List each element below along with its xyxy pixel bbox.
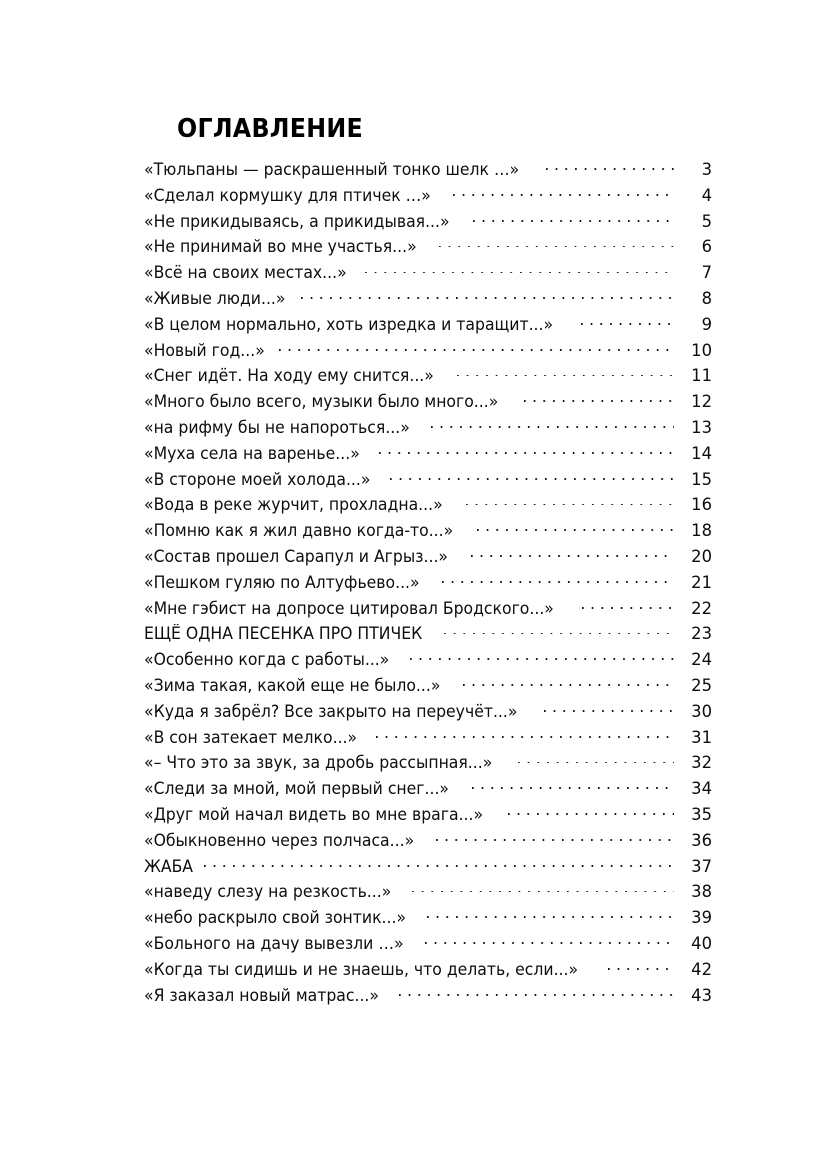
toc-page-number: 20: [691, 546, 712, 566]
toc-entry[interactable]: [144, 157, 712, 183]
toc-page-number: 35: [691, 804, 712, 824]
toc-dot-leader: [279, 339, 674, 355]
toc-entry[interactable]: [144, 363, 712, 389]
toc-page-number: 40: [691, 933, 712, 953]
toc-dot-leader: [436, 829, 674, 845]
toc-entry-title: «В стороне моей холода...»: [144, 469, 371, 489]
toc-entry[interactable]: [144, 286, 712, 312]
toc-entry[interactable]: [144, 183, 712, 209]
toc-entry-title: «Я заказал новый матрас...»: [144, 985, 379, 1005]
toc-dot-leader: [457, 365, 675, 381]
toc-page-number: 21: [691, 572, 712, 592]
toc-dot-leader: [399, 984, 674, 1000]
toc-page-number: 31: [691, 727, 712, 747]
toc-entry-title: ЕЩЁ ОДНА ПЕСЕНКА ПРО ПТИЧЕК: [144, 624, 423, 644]
toc-dot-leader: [431, 417, 674, 433]
toc-page-number: 25: [691, 675, 712, 695]
toc-page-number: 32: [691, 753, 712, 773]
toc-dot-leader: [444, 623, 674, 639]
toc-dot-leader: [608, 958, 674, 974]
toc-dot-leader: [379, 442, 674, 458]
toc-page-number: 11: [691, 366, 712, 386]
toc-entry-title: «Сделал кормушку для птичек …»: [144, 185, 431, 205]
toc-entry-title: «Новый год...»: [144, 340, 265, 360]
toc-page-number: 9: [701, 314, 712, 334]
toc-dot-leader: [376, 726, 674, 742]
toc-entry-title: «Живые люди...»: [144, 288, 286, 308]
toc-page-number: 16: [691, 495, 712, 515]
toc-page-number: 15: [691, 469, 712, 489]
toc-dot-leader: [425, 933, 674, 949]
toc-page-number: 14: [691, 443, 712, 463]
toc-entry[interactable]: [144, 983, 712, 1009]
toc-entry[interactable]: [144, 570, 712, 596]
toc-entry[interactable]: [144, 776, 712, 802]
toc-entry[interactable]: [144, 596, 712, 622]
toc-entry-title: «Не принимай во мне участья...»: [144, 237, 417, 257]
toc-dot-leader: [546, 159, 674, 175]
toc-page-number: 37: [691, 856, 712, 876]
toc-dot-leader: [508, 804, 674, 820]
toc-page-number: 38: [691, 882, 712, 902]
toc-entry-title: «Мне гэбист на допросе цитировал Бродского...»: [144, 598, 554, 618]
toc-page-number: 5: [701, 211, 712, 231]
toc-entry[interactable]: [144, 725, 712, 751]
toc-entry[interactable]: [144, 905, 712, 931]
toc-page-number: 4: [701, 185, 712, 205]
toc-entry-title: «Когда ты сидишь и не знаешь, что делать, если...»: [144, 959, 579, 979]
toc-dot-leader: [524, 391, 674, 407]
toc-entry-title: «на рифму бы не напороться...»: [144, 417, 410, 437]
toc-entry[interactable]: [144, 854, 712, 880]
toc-entry[interactable]: [144, 441, 712, 467]
toc-entry-title: «Помню как я жил давно когда-то...»: [144, 521, 454, 541]
toc-page-number: 23: [691, 624, 712, 644]
toc-entry[interactable]: [144, 647, 712, 673]
toc-dot-leader: [412, 881, 674, 897]
toc-dot-leader: [410, 649, 674, 665]
toc-entry-title: «Тюльпаны — раскрашенный тонко шелк …»: [144, 160, 520, 179]
toc-page-number: 18: [691, 521, 712, 541]
toc-entry[interactable]: [144, 260, 712, 286]
toc-entry[interactable]: [144, 750, 712, 776]
toc-entry[interactable]: [144, 234, 712, 260]
toc-dot-leader: [466, 494, 674, 510]
toc-entry[interactable]: [144, 467, 712, 493]
toc-dot-leader: [581, 313, 674, 329]
toc-entry-title: «Вода в реке журчит, прохладна...»: [144, 495, 443, 515]
toc-entry[interactable]: [144, 802, 712, 828]
toc-entry-title: «Куда я забрёл? Все закрыто на переучёт...»: [144, 701, 518, 721]
toc-entry-title: «Больного на дачу вывезли …»: [144, 933, 404, 953]
toc-entry[interactable]: [144, 673, 712, 699]
toc-dot-leader: [477, 520, 674, 536]
toc-entry[interactable]: [144, 544, 712, 570]
toc-entry-title: «Друг мой начал видеть во мне врага...»: [144, 804, 484, 824]
toc-page-number: 10: [691, 340, 712, 360]
toc-page-number: 22: [691, 598, 712, 618]
toc-page-number: 34: [691, 779, 712, 799]
toc-entry-title: «Муха села на варенье...»: [144, 443, 360, 463]
toc-dot-leader: [301, 288, 674, 304]
toc-dot-leader: [582, 597, 674, 613]
toc-entry-title: «– Что это за звук, за дробь рассыпная...»: [144, 753, 493, 773]
toc-entry-title: «Всё на своих местах...»: [144, 263, 347, 283]
toc-dot-leader: [544, 700, 674, 716]
page-title: ОГЛАВЛЕНИЕ: [177, 114, 363, 145]
toc-page-number: 36: [691, 830, 712, 850]
toc-entry[interactable]: [144, 879, 712, 905]
toc-entry[interactable]: [144, 338, 712, 364]
toc-entry[interactable]: [144, 957, 712, 983]
toc-dot-leader: [204, 855, 674, 871]
toc-page-number: 24: [691, 650, 712, 670]
toc-entry[interactable]: [144, 492, 712, 518]
toc-dot-leader: [471, 546, 674, 562]
toc-page-number: 43: [691, 985, 712, 1005]
toc-entry[interactable]: [144, 828, 712, 854]
toc-page-number: 7: [701, 263, 712, 283]
toc-entry-title: «Особенно когда с работы...»: [144, 650, 390, 670]
toc-page-number: 39: [691, 908, 712, 928]
toc-entry-title: «небо раскрыло свой зонтик...»: [144, 908, 407, 928]
toc-entry-title: «наведу слезу на резкость...»: [144, 882, 392, 902]
toc-dot-leader: [439, 236, 675, 252]
toc-entry[interactable]: [144, 389, 712, 415]
toc-dot-leader: [453, 184, 674, 200]
toc-entry[interactable]: [144, 621, 712, 647]
toc-entry-title: ЖАБА: [144, 856, 194, 876]
toc-entry-title: «Зима такая, какой еще не было...»: [144, 675, 441, 695]
toc-dot-leader: [473, 210, 674, 226]
toc-dot-leader: [365, 262, 674, 278]
toc-page-number: 12: [691, 392, 712, 412]
toc-entry-title: «Пешком гуляю по Алтуфьево...»: [144, 572, 420, 592]
toc-entry-title: «Снег идёт. На ходу ему снится...»: [144, 366, 434, 386]
toc-page-number: 42: [691, 959, 712, 979]
toc-entry[interactable]: [144, 415, 712, 441]
toc-entry-title: «Обыкновенно через полчаса...»: [144, 830, 415, 850]
toc-page-number: 8: [701, 288, 712, 308]
toc-page-number: 3: [701, 160, 712, 179]
toc-dot-leader: [390, 468, 674, 484]
toc-entry[interactable]: [144, 699, 712, 725]
toc-page-number: 13: [691, 417, 712, 437]
toc-dot-leader: [518, 752, 674, 768]
toc-page-number: 6: [701, 237, 712, 257]
toc-dot-leader: [427, 907, 674, 923]
toc-entry[interactable]: [144, 518, 712, 544]
toc-entry-title: «Следи за мной, мой первый снег...»: [144, 779, 450, 799]
toc-dot-leader: [442, 571, 674, 587]
toc-dot-leader: [463, 675, 674, 691]
toc-entry-title: «Много было всего, музыки было много...»: [144, 392, 499, 412]
toc-entry-title: «Не прикидываясь, а прикидывая...»: [144, 211, 450, 231]
table-of-contents-list: [144, 157, 712, 1008]
toc-entry[interactable]: [144, 931, 712, 957]
toc-entry[interactable]: [144, 312, 712, 338]
toc-entry[interactable]: [144, 209, 712, 235]
toc-entry-title: «Состав прошел Сарапул и Агрыз...»: [144, 546, 449, 566]
toc-dot-leader: [472, 778, 674, 794]
toc-entry-title: «В целом нормально, хоть изредка и таращит...»: [144, 314, 554, 334]
toc-entry-title: «В сон затекает мелко...»: [144, 727, 358, 747]
toc-page-number: 30: [691, 701, 712, 721]
